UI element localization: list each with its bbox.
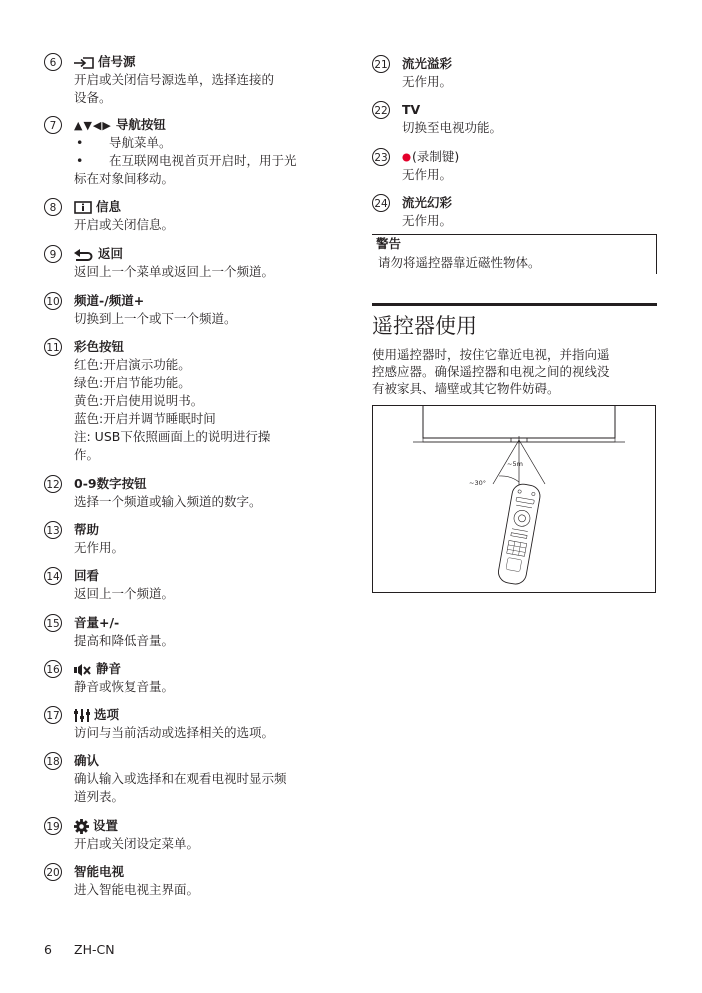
item-title: 彩色按钮 xyxy=(74,339,125,354)
item-title: 帮助 xyxy=(74,522,100,537)
item-desc-line: 访问与当前活动或选择相关的选项。 xyxy=(74,725,275,740)
item-desc-line: 切换到上一个或下一个频道。 xyxy=(74,311,237,326)
bullet-item: • 在互联网电视首页开启时，用于光 xyxy=(76,153,297,168)
item-desc-line: 返回上一个菜单或返回上一个频道。 xyxy=(74,264,275,279)
item-number: 12 xyxy=(44,475,62,493)
item-number: 14 xyxy=(44,567,62,585)
item-desc-line: 无作用。 xyxy=(402,213,453,228)
item-number: 13 xyxy=(44,521,62,539)
item-title: 智能电视 xyxy=(74,864,125,879)
item-desc-line: 开启或关闭信号源选单，选择连接的 xyxy=(74,72,275,87)
item-title: 0-9数字按钮 xyxy=(74,476,147,491)
item-title: TV xyxy=(402,102,421,117)
item-desc-line: 切换至电视功能。 xyxy=(402,120,503,135)
item-title: 流光溢彩 xyxy=(402,56,453,71)
item-desc-line: 绿色:开启节能功能。 xyxy=(74,375,191,390)
record-dot-icon xyxy=(402,153,411,162)
section-heading: 遥控器使用 xyxy=(372,314,477,338)
paragraph-line: 有被家具、墙壁或其它物件妨碍。 xyxy=(372,381,560,396)
source-input-icon xyxy=(74,57,94,69)
bullet-item: • 导航菜单。 xyxy=(76,135,172,150)
item-desc-line: 注: USB下依照画面上的说明进行操 xyxy=(74,429,271,444)
item-number: 21 xyxy=(372,55,390,73)
item-number: 17 xyxy=(44,706,62,724)
settings-gear-icon xyxy=(74,819,89,834)
item-title: (录制键) xyxy=(412,149,460,164)
item-title: 频道-/频道+ xyxy=(74,293,145,308)
item-desc-line: 选择一个频道或输入频道的数字。 xyxy=(74,494,262,509)
section-rule xyxy=(372,303,657,306)
warning-box xyxy=(372,234,657,274)
item-number: 10 xyxy=(44,292,62,310)
item-desc-line: 无作用。 xyxy=(402,74,453,89)
item-desc-line: 黄色:开启使用说明书。 xyxy=(74,393,204,408)
item-title: 导航按钮 xyxy=(115,117,166,132)
item-desc-line: 开启或关闭信息。 xyxy=(74,217,175,232)
item-number: 23 xyxy=(372,148,390,166)
item-desc-line: 道列表。 xyxy=(74,789,125,804)
item-desc-line: 作。 xyxy=(74,447,100,462)
back-arrow-icon xyxy=(74,249,94,261)
item-number: 6 xyxy=(44,53,62,71)
item-number: 7 xyxy=(44,116,62,134)
item-number: 22 xyxy=(372,101,390,119)
item-desc-line: 返回上一个频道。 xyxy=(74,586,175,601)
warning-title: 警告 xyxy=(376,236,402,251)
item-desc-line: 无作用。 xyxy=(74,540,125,555)
page-number: 6 xyxy=(44,942,52,957)
item-number: 9 xyxy=(44,245,62,263)
item-number: 18 xyxy=(44,752,62,770)
item-desc-line: 进入智能电视主界面。 xyxy=(74,882,200,897)
angle-label: ~30° xyxy=(469,479,486,487)
item-desc-line: 蓝色:开启并调节睡眠时间 xyxy=(74,411,216,426)
remote-usage-figure xyxy=(372,405,656,593)
paragraph-line: 控感应器。确保遥控器和电视之间的视线没 xyxy=(372,364,610,379)
options-sliders-icon xyxy=(74,709,90,722)
warning-top-rule xyxy=(372,234,656,235)
item-title: 音量+/- xyxy=(74,615,120,630)
item-title: 确认 xyxy=(74,753,100,768)
mute-icon xyxy=(74,664,92,676)
item-desc-line: 确认输入或选择和在观看电视时显示频 xyxy=(74,771,287,786)
item-title: 返回 xyxy=(98,246,124,261)
item-desc-line: 标在对象间移动。 xyxy=(74,171,175,186)
item-title: 选项 xyxy=(94,707,120,722)
navigation-arrows-icon: ▲▼◀▶ xyxy=(74,118,112,132)
section-paragraph xyxy=(372,346,662,397)
remote-control xyxy=(497,482,542,585)
item-desc-line: 无作用。 xyxy=(402,167,453,182)
paragraph-line: 使用遥控器时，按住它靠近电视，并指向遥 xyxy=(372,347,610,362)
item-number: 19 xyxy=(44,817,62,835)
item-number: 11 xyxy=(44,338,62,356)
item-title: 静音 xyxy=(96,661,122,676)
item-desc-line: 静音或恢复音量。 xyxy=(74,679,175,694)
item-desc-line: 设备。 xyxy=(74,90,112,105)
info-icon xyxy=(74,201,92,214)
item-title: 设置 xyxy=(93,818,119,833)
item-number: 24 xyxy=(372,194,390,212)
language-code: ZH-CN xyxy=(74,942,115,957)
item-title: 流光幻彩 xyxy=(402,195,453,210)
tv-remote-illustration xyxy=(373,406,655,592)
item-desc-line: 红色:开启演示功能。 xyxy=(74,357,191,372)
warning-text: 请勿将遥控器靠近磁性物体。 xyxy=(378,255,541,270)
item-title: 信号源 xyxy=(98,54,136,69)
item-number: 15 xyxy=(44,614,62,632)
item-desc-line: 开启或关闭设定菜单。 xyxy=(74,836,200,851)
item-number: 20 xyxy=(44,863,62,881)
distance-label: ~5m xyxy=(507,460,523,468)
item-title: 信息 xyxy=(96,199,122,214)
item-title: 回看 xyxy=(74,568,100,583)
item-desc-line: 提高和降低音量。 xyxy=(74,633,175,648)
item-number: 16 xyxy=(44,660,62,678)
item-number: 8 xyxy=(44,198,62,216)
